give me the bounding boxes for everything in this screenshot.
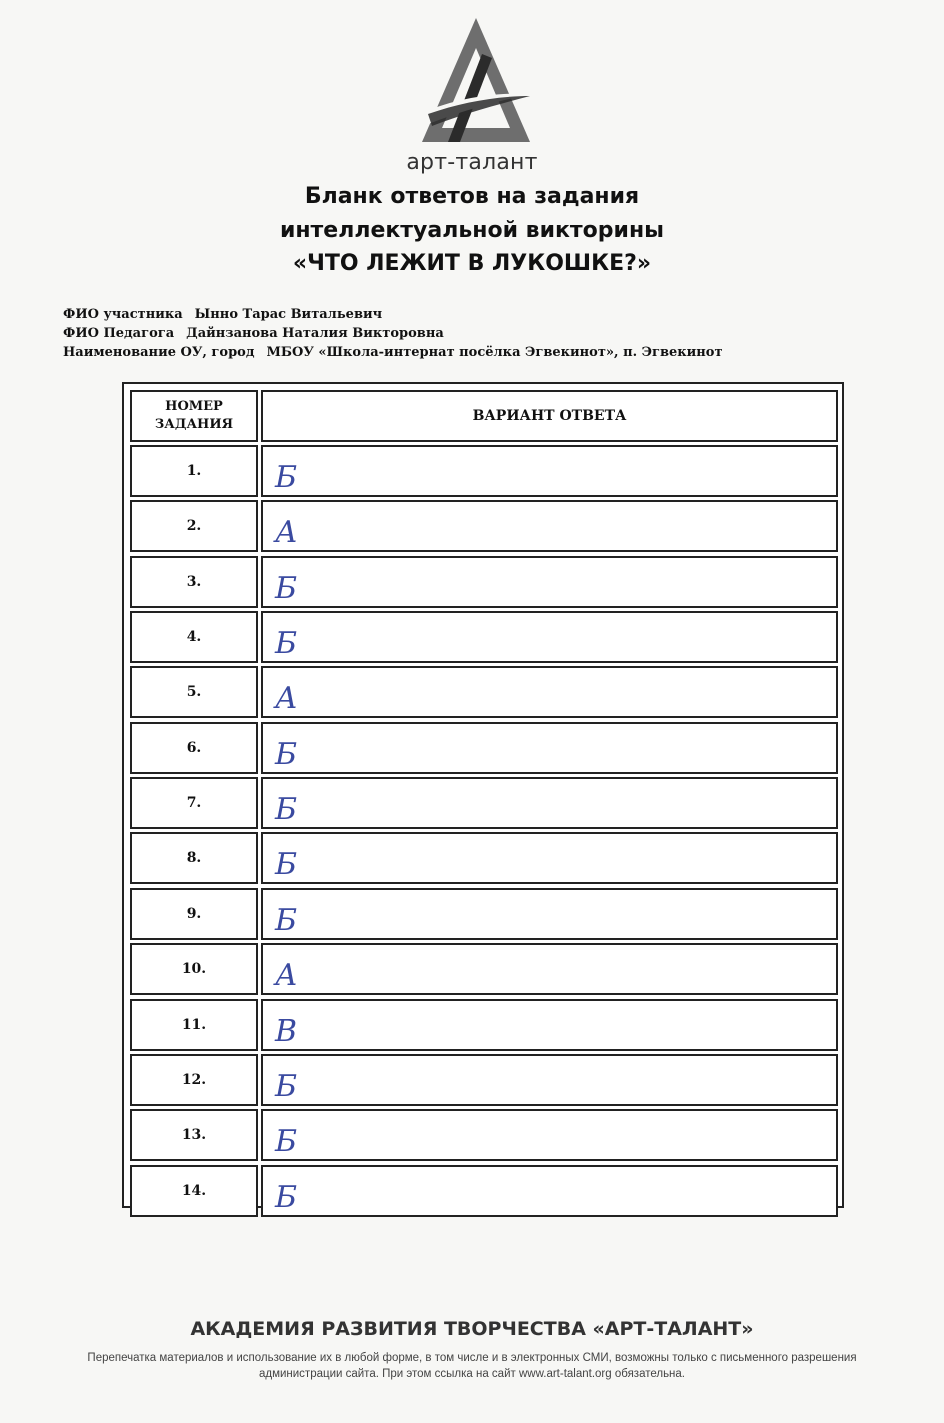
brand-name: арт-талант <box>406 150 538 175</box>
row-answer-cell <box>261 1165 838 1217</box>
row-answer-cell <box>261 500 838 552</box>
row-answer-cell <box>261 445 838 497</box>
row-number: 3. <box>186 573 202 590</box>
row-answer-cell <box>261 943 838 995</box>
row-number-cell <box>130 666 258 718</box>
handwritten-answer: Б <box>275 792 298 828</box>
row-number-cell <box>130 777 258 829</box>
handwritten-answer: А <box>275 958 298 994</box>
answers-table <box>122 382 844 1215</box>
row-answer-cell <box>261 666 838 718</box>
teacher-row <box>63 324 723 343</box>
header-answer-cell <box>261 390 838 442</box>
handwritten-answer: Б <box>275 902 298 938</box>
row-number: 6. <box>186 739 202 756</box>
participant-label: ФИО участника <box>63 307 183 322</box>
row-number: 10. <box>181 961 207 978</box>
handwritten-answer: Б <box>275 1068 298 1104</box>
row-number-cell <box>130 611 258 663</box>
row-number-cell <box>130 1109 258 1161</box>
row-number-cell <box>130 500 258 552</box>
page-title-line2: интеллектуальной викторины <box>279 218 665 243</box>
handwritten-answer: Б <box>275 570 298 606</box>
handwritten-answer: Б <box>275 736 298 772</box>
row-number-cell <box>130 1054 258 1106</box>
participant-value: Ынно Тарас Витальевич <box>194 307 383 322</box>
school-value: МБОУ «Школа-интернат посёлка Эгвекинот», п. Эгвекинот <box>266 345 723 360</box>
participant-row <box>63 305 723 324</box>
row-number: 2. <box>186 518 202 535</box>
footer-note: Перепечатка материалов и использование их в любой форме, в том числе и в электронных СМИ, возможны только с письменного разрешения администрации сайта. При этом ссылка на сайт www.art-talant.org обязательна. <box>87 1352 857 1380</box>
row-answer-cell <box>261 1109 838 1161</box>
school-label: Наименование ОУ, город <box>63 345 255 360</box>
row-answer-cell <box>261 1054 838 1106</box>
handwritten-answer: В <box>275 1013 298 1049</box>
handwritten-answer: Б <box>275 1179 298 1215</box>
row-answer-cell <box>261 832 838 884</box>
handwritten-answer: Б <box>275 626 298 662</box>
row-number: 7. <box>186 795 202 812</box>
art-talant-logo-icon <box>418 14 534 150</box>
header-number-cell <box>130 390 258 442</box>
row-number: 5. <box>186 684 202 701</box>
row-number-cell <box>130 832 258 884</box>
row-answer-cell <box>261 999 838 1051</box>
teacher-label: ФИО Педагога <box>63 326 175 341</box>
teacher-value: Дайнзанова Наталия Викторовна <box>186 326 444 341</box>
header-number-label: НОМЕР ЗАДАНИЯ <box>154 399 234 432</box>
school-row <box>63 343 723 362</box>
row-number-cell <box>130 943 258 995</box>
row-number: 11. <box>181 1016 207 1033</box>
row-number: 14. <box>181 1182 207 1199</box>
row-number-cell <box>130 1165 258 1217</box>
row-number-cell <box>130 888 258 940</box>
row-number: 4. <box>186 629 202 646</box>
row-answer-cell <box>261 777 838 829</box>
row-number: 1. <box>186 463 202 479</box>
row-number-cell <box>130 722 258 774</box>
row-number-cell <box>130 445 258 497</box>
handwritten-answer: Б <box>275 1124 298 1160</box>
row-number: 8. <box>186 850 202 867</box>
row-number: 9. <box>186 905 202 922</box>
row-number-cell <box>130 556 258 608</box>
footer-title: АКАДЕМИЯ РАЗВИТИЯ ТВОРЧЕСТВА «АРТ-ТАЛАНТ» <box>190 1318 754 1340</box>
row-number-cell <box>130 999 258 1051</box>
row-answer-cell <box>261 888 838 940</box>
row-answer-cell <box>261 556 838 608</box>
page-title-line1: Бланк ответов на задания <box>304 184 640 209</box>
row-answer-cell <box>261 611 838 663</box>
row-number: 13. <box>181 1127 207 1144</box>
row-answer-cell <box>261 722 838 774</box>
handwritten-answer: А <box>275 515 298 551</box>
header-answer-label: ВАРИАНТ ОТВЕТА <box>472 408 627 424</box>
participant-info <box>63 305 723 362</box>
handwritten-answer: Б <box>275 460 298 495</box>
handwritten-answer: А <box>275 681 298 717</box>
row-number: 12. <box>181 1071 207 1088</box>
page-title-line3: «ЧТО ЛЕЖИТ В ЛУКОШКЕ?» <box>292 251 652 276</box>
handwritten-answer: Б <box>275 847 298 883</box>
